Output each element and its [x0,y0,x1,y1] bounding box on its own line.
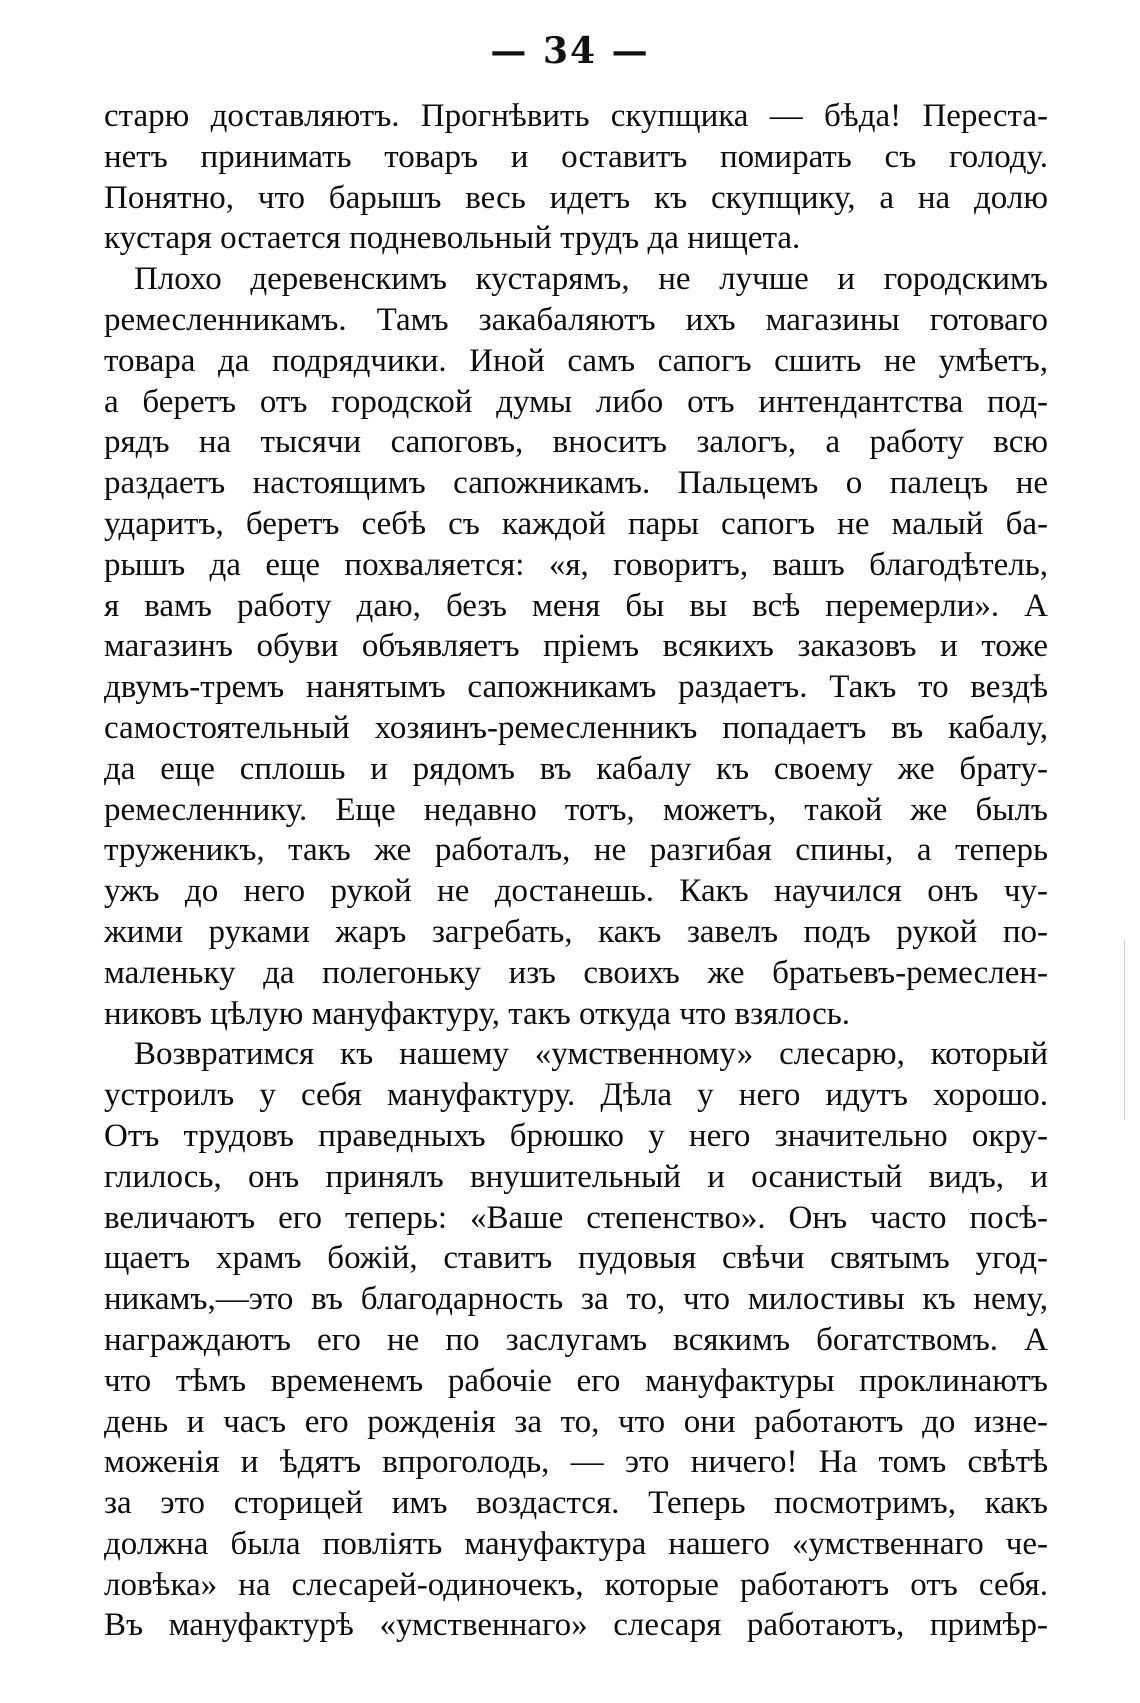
text-line: Отъ трудовъ праведныхъ брюшко у него значительно окру- [104,1117,1048,1154]
text-line: нетъ принимать товаръ и оставитъ помирать съ голоду. [104,138,1048,175]
text-line: старю доставляютъ. Прогнѣвить скупщика — бѣда! Переста- [104,98,1048,134]
text-line: награждаютъ его не по заслугамъ всякимъ богатствомъ. А [104,1321,1048,1358]
text-line: рядъ на тысячи сапоговъ, вноситъ залогъ, а работу всю [104,424,1048,461]
text-line: величаютъ его теперь: «Ваше степенство». Онъ часто посѣ- [104,1199,1048,1236]
text-line: ловѣка» на слесарей-одиночекъ, которые работаютъ отъ себя. [104,1566,1048,1603]
text-line: двумъ-тремъ нанятымъ сапожникамъ раздаетъ. Такъ то вездѣ [104,669,1048,706]
text-line: ремесленнику. Еще недавно тотъ, можетъ, такой же былъ [104,791,1048,828]
text-line: магазинъ обуви объявляетъ пріемъ всякихъ заказовъ и тоже [104,628,1048,665]
text-line: ударитъ, беретъ себѣ съ каждой пары сапогъ не малый ба- [104,505,1048,542]
text-line: жими руками жаръ загребать, какъ завелъ подъ рукой по- [104,913,1048,950]
paragraph-1 [104,96,1048,259]
text-line: маленьку да полегоньку изъ своихъ же братьевъ-ремеслен- [104,954,1048,991]
text-line: никамъ,—это въ благодарность за то, что милостивы къ нему, [104,1281,1048,1318]
text-line: Въ мануфактурѣ «умственнаго» слесаря работаютъ, примѣр- [104,1607,1048,1644]
text-line: ремесленникамъ. Тамъ закабаляютъ ихъ магазины готоваго [104,301,1048,338]
text-line: моженія и ѣдятъ впроголодь, — это ничего! На томъ свѣтѣ [104,1444,1048,1481]
text-line: рышъ да еще похваляется: «я, говоритъ, вашъ благодѣтель, [104,546,1048,583]
text-line: да еще сплошь и рядомъ въ кабалу къ своему же брату- [104,750,1048,787]
text-line: товара да подрядчики. Иной самъ сапогъ сшить не умѣетъ, [104,342,1048,379]
text-line: Понятно, что барышъ весь идетъ къ скупщику, а на долю [104,179,1048,216]
text-line: никовъ цѣлую мануфактуру, такъ откуда что взялось. [104,995,851,1032]
text-line: Плохо деревенскимъ кустарямъ, не лучше и городскимъ [134,261,1048,298]
text-line: за это сторицей имъ воздастся. Теперь посмотримъ, какъ [104,1485,1048,1522]
text-line: глилось, онъ принялъ внушительный и осанистый видъ, и [104,1158,1048,1195]
text-column [104,96,1048,1646]
text-line: день и часъ его рожденія за то, что они работаютъ до изне- [104,1403,1048,1440]
text-line: устроилъ у себя мануфактуру. Дѣла у него идутъ хорошо. [104,1077,1048,1114]
text-line: труженикъ, такъ же работалъ, не разгибая спины, а теперь [104,832,1048,869]
page-number: — 34 — [490,30,650,72]
text-line: раздаетъ настоящимъ сапожникамъ. Пальцемъ о палецъ не [104,465,1048,502]
scan-margin-line [1124,940,1125,1120]
paragraph-2 [104,259,1048,1034]
text-line: кустаря остается подневольный трудъ да нищета. [104,220,801,257]
text-line: самостоятельный хозяинъ-ремесленникъ попадаетъ въ кабалу, [104,709,1048,746]
text-line: должна была повліять мануфактура нашего «умственнаго че- [104,1525,1048,1562]
text-line: а беретъ отъ городской думы либо отъ интендантства под- [104,383,1048,420]
text-line: Возвратимся къ нашему «умственному» слесарю, который [134,1036,1048,1073]
text-line: щаетъ храмъ божій, ставитъ пудовыя свѣчи святымъ угод- [104,1240,1048,1277]
text-line: ужъ до него рукой не достанешь. Какъ научился онъ чу- [104,873,1048,910]
text-line: что тѣмъ временемъ рабочіе его мануфактуры проклинаютъ [104,1362,1048,1399]
paragraph-3 [104,1034,1048,1646]
text-line: я вамъ работу даю, безъ меня бы вы всѣ перемерли». А [104,587,1048,624]
